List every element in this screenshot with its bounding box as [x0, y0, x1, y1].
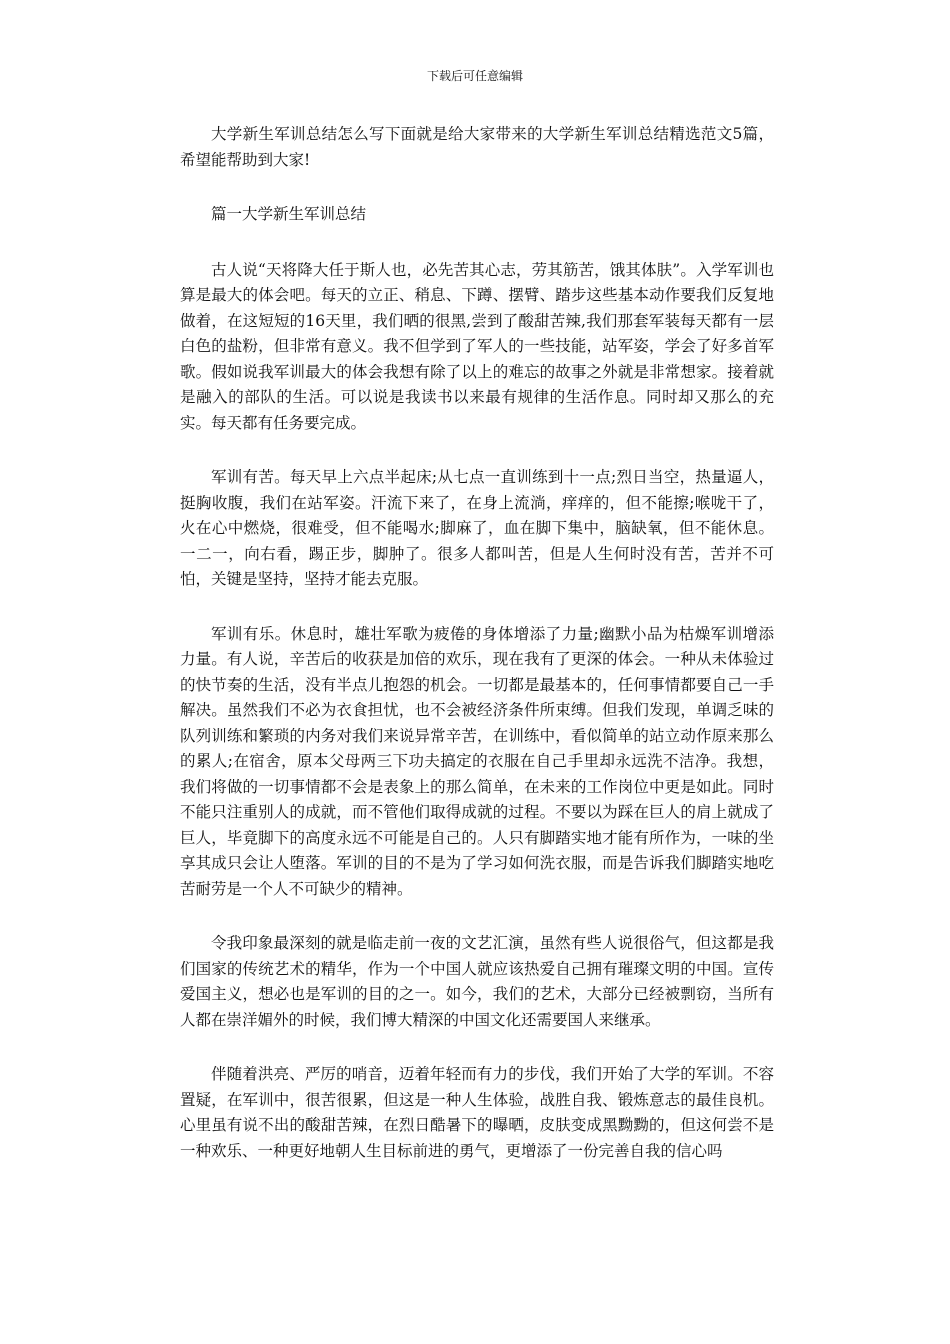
body-paragraph-1: 古人说“天将降大任于斯人也，必先苦其心志，劳其筋苦，饿其体肤”。入学军训也算是最大的体会吧。每天的立正、稍息、下蹲、摆臂、踏步这些基本动作要我们反复地做着，在这短短的16天里，我们晒的很黑,尝到了酸甜苦辣,我们那套军装每天都有一层白色的盐粉，但非常有意义。我不但学到了军人的一些技能，站军姿，学会了好多首军歌。假如说我军训最大的体会我想有除了以上的难忘的故事之外就是非常想家。接着就是融入的部队的生活。可以说是我读书以来最有规律的生活作息。同时却又那么的充实。每天都有任务要完成。 — [180, 260, 774, 432]
body-paragraph-4: 令我印象最深刻的就是临走前一夜的文艺汇演，虽然有些人说很俗气，但这都是我们国家的传统艺术的精华，作为一个中国人就应该热爱自己拥有璀璨文明的中国。宣传爱国主义，想必也是军训的目的之一。如今，我们的艺术，大部分已经被剽窃，当所有人都在崇洋媚外的时候，我们博大精深的中国文化还需要国人来继承。 — [180, 934, 774, 1029]
body-paragraph-3: 军训有乐。休息时，雄壮军歌为疲倦的身体增添了力量;幽默小品为枯燥军训增添力量。有人说，辛苦后的收获是加倍的欢乐，现在我有了更深的体会。一种从未体验过的快节奏的生活，没有半点儿抱怨的机会。一切都是最基本的，任何事情都要自己一手解决。虽然我们不必为衣食担忧，也不会被经济条件所束缚。但我们发现，单调乏味的队列训练和繁琐的内务对我们来说异常辛苦，在训练中，看似简单的站立动作原来那么的累人;在宿舍，原本父母两三下功夫搞定的衣服在自己手里却永远洗不洁净。我想，我们将做的一切事情都不会是表象上的那么简单，在未来的工作岗位中更是如此。同时不能只注重别人的成就，而不管他们取得成就的过程。不要以为踩在巨人的肩上就成了巨人，毕竟脚下的高度永远不可能是自己的。人只有脚踏实地才能有所作为，一味的坐享其成只会让人堕落。军训的目的不是为了学习如何洗衣服，而是告诉我们脚踏实地吃苦耐劳是一个人不可缺少的精神。 — [180, 624, 774, 898]
body-paragraph-2: 军训有苦。每天早上六点半起床;从七点一直训练到十一点;烈日当空，热量逼人，挺胸收腹，我们在站军姿。汗流下来了，在身上流淌，痒痒的，但不能擦;喉咙干了，火在心中燃烧，很难受，但不能喝水;脚麻了，血在脚下集中，脑缺氧，但不能休息。一二一，向右看，踢正步，脚肿了。很多人都叫苦，但是人生何时没有苦，苦并不可怕，关键是坚持，坚持才能去克服。 — [180, 468, 774, 588]
page-header: 下载后可任意编辑 — [426, 69, 523, 83]
document-body — [180, 122, 774, 1193]
section-title: 篇一大学新生军训总结 — [211, 205, 367, 223]
intro-paragraph: 大学新生军训总结怎么写下面就是给大家带来的大学新生军训总结精选范文5篇，希望能帮助到大家! — [180, 125, 774, 169]
body-paragraph-5: 伴随着洪亮、严厉的哨音，迈着年轻而有力的步伐，我们开始了大学的军训。不容置疑，在军训中，很苦很累，但这是一种人生体验，战胜自我、锻炼意志的最佳良机。心里虽有说不出的酸甜苦辣，在烈日酷暑下的曝晒，皮肤变成黑黝黝的，但这何尝不是一种欢乐、一种更好地朝人生目标前进的勇气，更增添了一份完善自我的信心吗 — [180, 1065, 774, 1160]
